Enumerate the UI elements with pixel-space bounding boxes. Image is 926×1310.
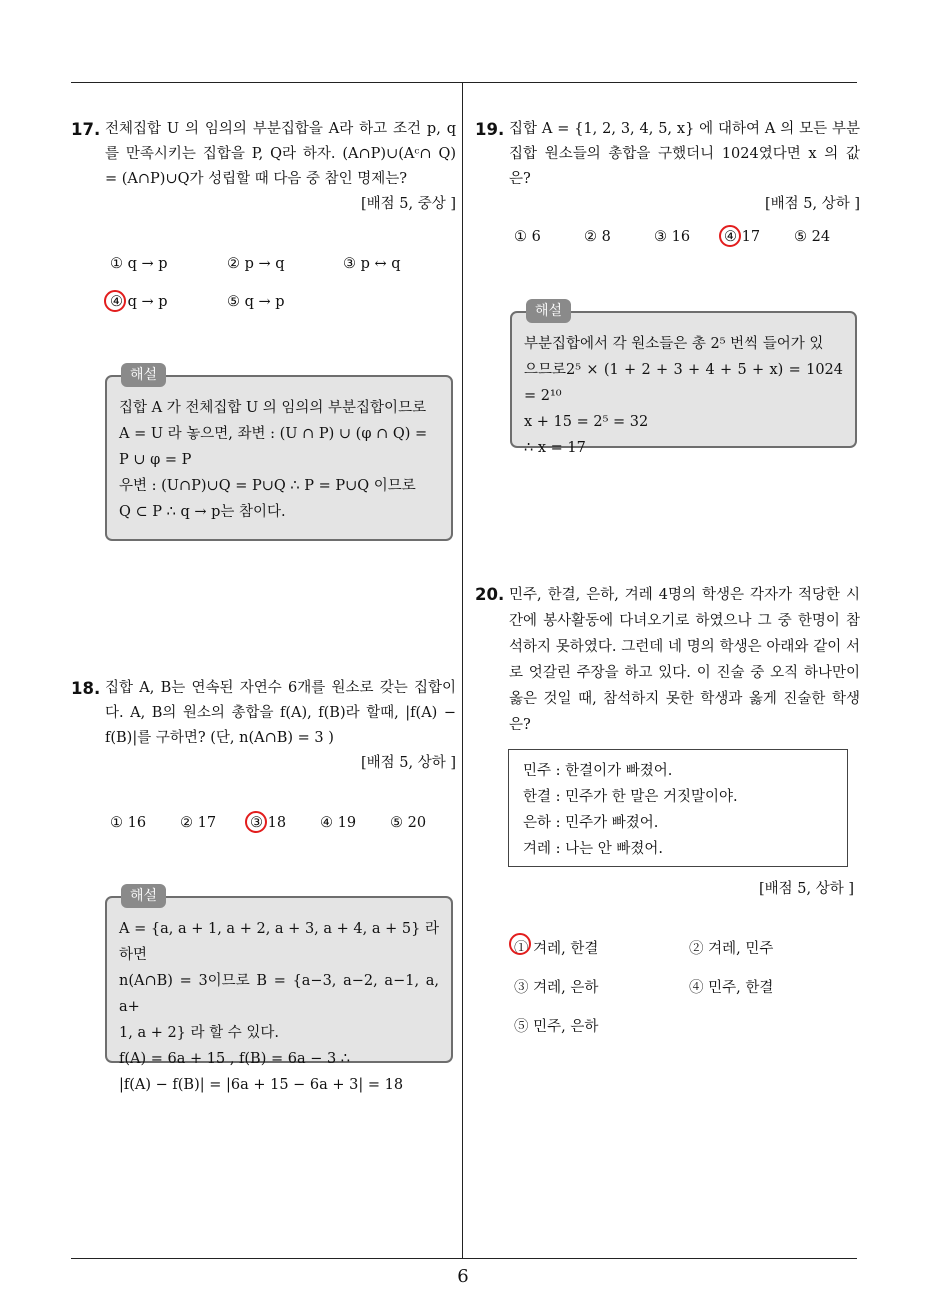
explanation-17 — [105, 367, 453, 541]
explanation-line: ∴ x = 17 — [524, 440, 586, 456]
option-5[interactable]: ⑤ q → p — [227, 294, 285, 310]
statement-line: 한결 : 민주가 한 말은 거짓말이야. — [523, 789, 738, 805]
option-3[interactable]: ③ 겨레, 은하 — [514, 980, 599, 996]
option-2[interactable]: ② 겨레, 민주 — [689, 941, 774, 957]
explanation-line: 1, a + 2} 라 할 수 있다. — [119, 1025, 279, 1041]
statement-box — [508, 749, 848, 867]
option-2[interactable]: ② 17 — [180, 815, 217, 831]
page-number: 6 — [457, 1266, 469, 1287]
explanation-label: 해설 — [121, 363, 166, 387]
question-text: 전체집합 U 의 임의의 부분집합을 A라 하고 조건 p, q 를 만족시키는 집합을 P, Q라 하자. (A∩P)∪(Aᶜ∩ Q) = (A∩P)∪Q가 성립할 때 다음 중 참인 명제는? — [105, 121, 456, 187]
question-number: 20. — [475, 585, 505, 604]
option-5[interactable]: ⑤ 24 — [794, 229, 831, 245]
option-5[interactable]: ⑤ 민주, 은하 — [514, 1019, 599, 1035]
option-1[interactable]: ① 6 — [514, 229, 541, 245]
question-number: 17. — [71, 120, 101, 139]
question-score: [배점 5, 상하 ] — [758, 881, 854, 897]
option-2[interactable]: ② 8 — [584, 229, 611, 245]
question-19 — [475, 117, 860, 217]
explanation-line: 우변 : (U∩P)∪Q = P∪Q ∴ P = P∪Q 이므로 — [119, 478, 416, 494]
option-5[interactable]: ⑤ 20 — [390, 815, 427, 831]
question-text: 민주, 한결, 은하, 겨레 4명의 학생은 각자가 적당한 시간에 봉사활동에 다녀오기로 하였으나 그 중 한명이 참석하지 못하였다. 그런데 네 명의 학생은 아래와 같이 서로 엇갈린 주장을 하고 있다. 이 진술 중 오직 하나만이 옳은 것일 때, 참석하지 못한 학생과 옳게 진술한 학생은? — [509, 587, 860, 733]
question-number: 19. — [475, 120, 505, 139]
answer-mark-circle — [104, 290, 126, 312]
bottom-rule — [71, 1258, 857, 1259]
top-rule — [71, 82, 857, 83]
option-3[interactable]: ③ 18 — [250, 815, 287, 831]
explanation-line: A = U 라 놓으면, 좌변 : (U ∩ P) ∪ (φ ∩ Q) = — [119, 426, 428, 442]
explanation-line: P ∪ φ = P — [119, 452, 192, 468]
question-score: [배점 5, 상하 ] — [764, 196, 860, 212]
question-20 — [475, 582, 860, 738]
explanation-line: 부분집합에서 각 원소들은 총 2⁵ 번씩 들어가 있 — [524, 336, 824, 352]
column-divider — [462, 83, 463, 1258]
explanation-line: 집합 A 가 전체집합 U 의 임의의 부분집합이므로 — [119, 400, 427, 416]
explanation-line: 으므로2⁵ × (1 + 2 + 3 + 4 + 5 + x) = 1024 = 2¹⁰ — [524, 362, 843, 404]
statement-line: 겨레 : 나는 안 빠졌어. — [523, 841, 663, 857]
question-18 — [71, 676, 456, 776]
statement-line: 은하 : 민주가 빠졌어. — [523, 815, 659, 831]
option-4[interactable]: ④ 민주, 한결 — [689, 980, 774, 996]
answer-mark-circle — [719, 225, 741, 247]
explanation-line: f(A) = 6a + 15 , f(B) = 6a − 3 ∴ — [119, 1051, 351, 1067]
option-1[interactable]: ① 16 — [110, 815, 147, 831]
answer-mark-circle — [509, 933, 531, 955]
question-number: 18. — [71, 679, 101, 698]
option-4[interactable]: ④ 19 — [320, 815, 357, 831]
explanation-line: Q ⊂ P ∴ q → p는 참이다. — [119, 504, 286, 520]
option-4[interactable]: ④ q → p — [110, 294, 168, 310]
option-1[interactable]: ① 겨레, 한결 — [514, 941, 599, 957]
question-score: [배점 5, 중상 ] — [360, 196, 456, 212]
question-text: 집합 A = {1, 2, 3, 4, 5, x} 에 대하여 A 의 모든 부분집합 원소들의 총합을 구했더니 1024였다면 x 의 값은? — [509, 121, 860, 187]
option-2[interactable]: ② p → q — [227, 256, 285, 272]
question-text: 집합 A, B는 연속된 자연수 6개를 원소로 갖는 집합이다. A, B의 원소의 총합을 f(A), f(B)라 할때, |f(A) − f(B)|를 구하면? (단, n(A∩B) = 3 ) — [105, 680, 456, 746]
option-1[interactable]: ① q → p — [110, 256, 168, 272]
explanation-18 — [105, 888, 453, 1093]
explanation-line: |f(A) − f(B)| = |6a + 15 − 6a + 3| = 18 — [119, 1077, 404, 1093]
answer-mark-circle — [245, 811, 267, 833]
explanation-line: n(A∩B) = 3이므로 B = {a−3, a−2, a−1, a, a+ — [119, 973, 439, 1015]
explanation-19 — [510, 303, 857, 456]
question-17 — [71, 117, 456, 217]
option-4[interactable]: ④ 17 — [724, 229, 761, 245]
statement-line: 민주 : 한결이가 빠졌어. — [523, 763, 673, 779]
explanation-line: A = {a, a + 1, a + 2, a + 3, a + 4, a + 5} 라 하면 — [119, 921, 439, 963]
option-3[interactable]: ③ 16 — [654, 229, 691, 245]
explanation-label: 해설 — [121, 884, 166, 908]
option-3[interactable]: ③ p ↔ q — [343, 256, 401, 272]
explanation-label: 해설 — [526, 299, 571, 323]
explanation-line: x + 15 = 2⁵ = 32 — [524, 414, 649, 430]
question-score: [배점 5, 상하 ] — [360, 755, 456, 771]
